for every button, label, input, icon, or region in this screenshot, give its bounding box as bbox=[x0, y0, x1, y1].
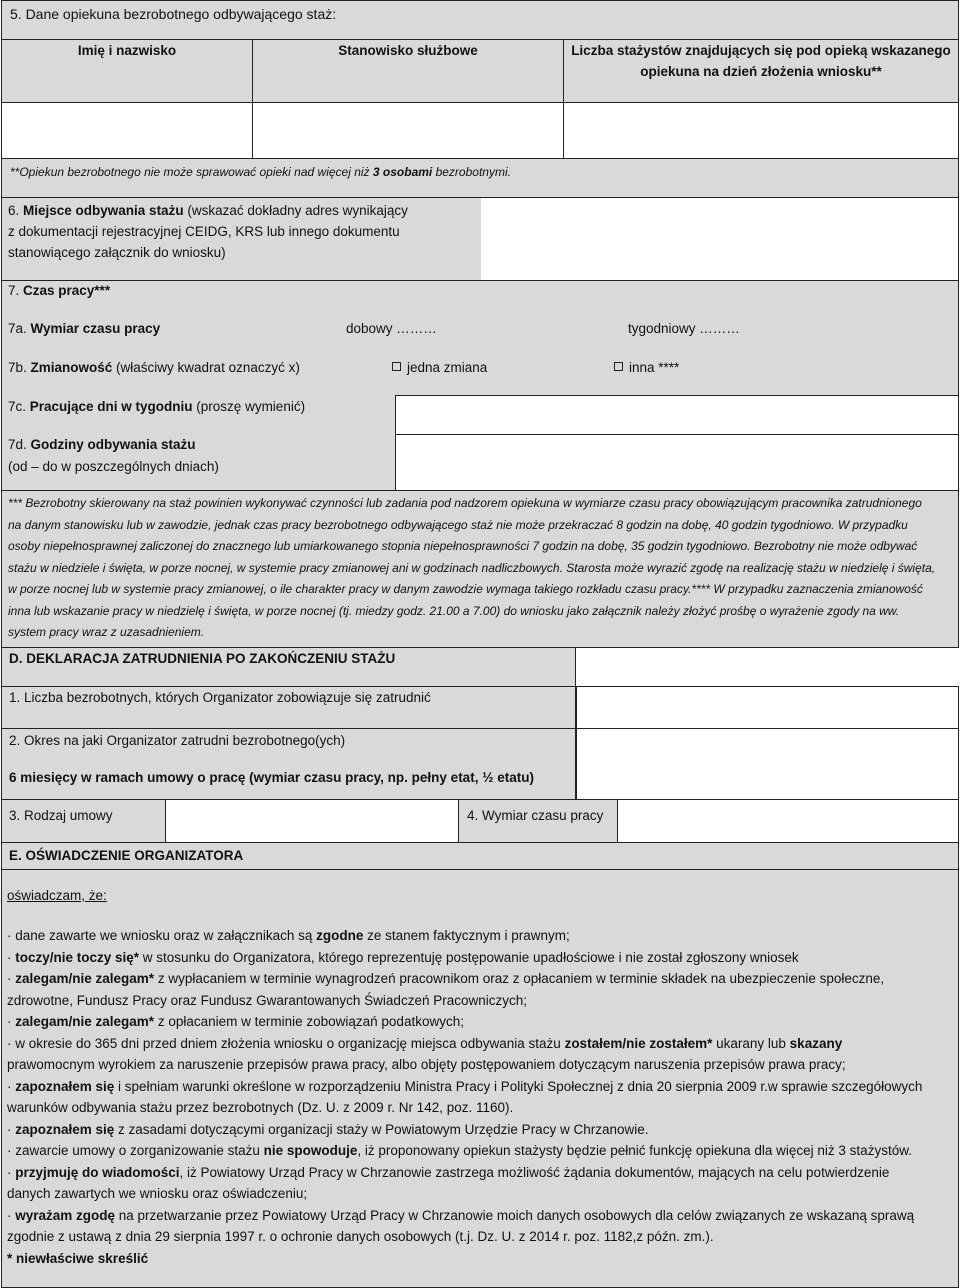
question-1-label: 1. Liczba bezrobotnych, których Organizator zobowiązuje się zatrudnić bbox=[9, 690, 431, 705]
other-shift-option[interactable]: inna **** bbox=[614, 360, 679, 375]
single-shift-option[interactable]: jedna zmiana bbox=[392, 360, 487, 375]
row-7b-label: 7b. Zmianowość (właściwy kwadrat oznaczyć x) bbox=[8, 360, 300, 375]
question-1-cell bbox=[1, 686, 576, 729]
section-6-label-cell bbox=[1, 197, 482, 281]
training-address-field[interactable] bbox=[481, 197, 959, 281]
number-of-employees-field[interactable] bbox=[576, 686, 959, 729]
training-hours-field[interactable] bbox=[395, 434, 959, 491]
guardian-note-row bbox=[1, 158, 959, 198]
declaration-item: · zalegam/nie zalegam* z opłacaniem w terminie zobowiązań podatkowych; bbox=[7, 1014, 464, 1029]
question-3-cell bbox=[1, 799, 166, 843]
declaration-item: · zapoznałem się i spełniam warunki określone w rozporządzeniu Ministra Pracy i Polityki Społecznej z dnia 20 sierpnia 2009 r.w sprawie szczegółowych bbox=[7, 1078, 923, 1094]
header-cell-trainees bbox=[563, 39, 959, 103]
declaration-item-cont: danych zawartych we wniosku oraz oświadczeniu; bbox=[7, 1186, 308, 1201]
declaration-list bbox=[7, 925, 953, 1269]
note-line: na danym stanowisku lub w zawodzie, jednak czas pracy bezrobotnego odbywającego staż nie może przekraczać 8 godzin na dobę, 40 godzin tygodniowo. W przypadku bbox=[8, 517, 908, 532]
employment-period-text: 6 miesięcy w ramach umowy o pracę (wymiar czasu pracy, np. pełny etat, ½ etatu) bbox=[9, 770, 534, 785]
working-days-field[interactable] bbox=[395, 395, 959, 435]
employment-period-field[interactable] bbox=[576, 728, 959, 800]
working-time-note bbox=[8, 493, 954, 644]
other-shift-checkbox[interactable] bbox=[614, 362, 623, 371]
column-name-label: Imię i nazwisko bbox=[77, 43, 177, 58]
question-2-cell bbox=[1, 728, 576, 800]
section-5-title: 5. Dane opiekuna bezrobotnego odbywającego staż: bbox=[10, 6, 337, 22]
guardian-name-field[interactable] bbox=[1, 102, 253, 159]
declaration-item: · toczy/nie toczy się* w stosunku do Organizatora, którego reprezentuję postępowanie upadłościowe i nie został zgłoszony wniosek bbox=[7, 949, 799, 965]
question-3-label: 3. Rodzaj umowy bbox=[9, 808, 113, 823]
section-e-header bbox=[1, 842, 959, 870]
question-4-cell bbox=[458, 799, 618, 843]
row-7d-hint: (od – do w poszczególnych dniach) bbox=[8, 459, 219, 474]
section-d-title: D. DEKLARACJA ZATRUDNIENIA PO ZAKOŃCZENIU STAŻU bbox=[9, 651, 396, 666]
divider bbox=[1, 490, 959, 491]
note-line: inna lub wskazanie pracy w niedzielę i święta, w porze nocnej (tj. miedzy godz. 21.00 a 7.00) do wniosku jako załącznik należy złożyć prośbę o wyrażenie zgody na ww. bbox=[8, 603, 900, 618]
note-line: osoby niepełnosprawnej zaliczonej do znacznego lub umiarkowanego stopnia niepełnosprawności 7 godzin na dobę, 35 godzin tygodniowo. Bezrobotny nie może odbywać bbox=[8, 539, 918, 553]
guardian-note: **Opiekun bezrobotnego nie może sprawować opieki nad więcej niż 3 osobami bezrobotnymi. bbox=[10, 165, 511, 179]
note-line: stażu w niedziele i święta, w porze nocnej, w systemie pracy zmianowej ani w godzinach nadliczbowych. Starosta może wyrazić zgodę na realizację stażu w niedzielę i święta, bbox=[8, 560, 936, 575]
declaration-item: · w okresie do 365 dni przed dniem złożenia wniosku o organizację miejsca odbywania stażu zostałem/nie zostałem* ukarany lub skazany bbox=[7, 1035, 843, 1051]
header-cell-name bbox=[1, 39, 253, 103]
footnote: * niewłaściwe skreślić bbox=[7, 1250, 149, 1266]
note-line: system pracy wraz z uzasadnieniem. bbox=[8, 625, 205, 639]
working-time-field[interactable] bbox=[617, 799, 959, 843]
single-shift-checkbox[interactable] bbox=[392, 362, 401, 371]
declaration-item: · dane zawarte we wniosku oraz w załącznikach są zgodne ze stanem faktycznym i prawnym; bbox=[7, 928, 570, 943]
section-d-header bbox=[1, 647, 576, 687]
guardian-trainees-count-field[interactable] bbox=[563, 102, 959, 159]
declaration-item: · zalegam/nie zalegam* z wypłacaniem w terminie wynagrodzeń pracownikom oraz z opłacaniem w terminie składek na ubezpieczenie społeczne, bbox=[7, 971, 885, 986]
row-7c-label: 7c. Pracujące dni w tygodniu (proszę wymienić) bbox=[8, 399, 306, 414]
section-e-title: E. OŚWIADCZENIE ORGANIZATORA bbox=[9, 848, 244, 863]
declaration-item: · zapoznałem się z zasadami dotyczącymi organizacji staży w Powiatowym Urzędzie Pracy w Chrzanowie. bbox=[7, 1121, 649, 1137]
contract-type-field[interactable] bbox=[165, 799, 459, 843]
declaration-heading: oświadczam, że: bbox=[7, 888, 107, 903]
declaration-item: · zawarcie umowy o zorganizowanie stażu nie spowoduje, iż proponowany opiekun stażysty będzie pełnić funkcję opiekuna dla więcej niż 3 stażystów. bbox=[7, 1143, 912, 1158]
section-6-line-2: z dokumentacji rejestracyjnej CEIDG, KRS lub innego dokumentu bbox=[8, 224, 400, 239]
declaration-item-cont: zgodnie z ustawą z dnia 29 sierpnia 1997 r. o ochronie danych osobowych (t.j. Dz. U. z 2014 r. poz. 1182,z późn. zm.). bbox=[7, 1229, 714, 1244]
declaration-item: · wyrażam zgodę na przetwarzanie przez Powiatowy Urząd Pracy w Chrzanowie moich danych osobowych dla celów związanych ze wskazaną sprawą bbox=[7, 1207, 915, 1223]
column-trainees-label-1: Liczba stażystów znajdujących się pod opieką wskazanego bbox=[571, 43, 951, 58]
note-line: *** Bezrobotny skierowany na staż powinien wykonywać czynności lub zadania pod nadzorem opiekuna w wymiarze czasu pracy obowiązującym pracownika zatrudnionego bbox=[8, 496, 922, 510]
question-4-label: 4. Wymiar czasu pracy bbox=[467, 808, 604, 823]
column-trainees-label-2: opiekuna na dzień złożenia wniosku** bbox=[640, 64, 882, 79]
note-line: w porze nocnej lub w systemie pracy zmianowej, o ile charakter pracy w danym zawodzie wymaga takiego rozkładu czasu pracy.**** W przypadku zaznaczenia zmianowość bbox=[8, 582, 923, 596]
declaration-item-cont: zdrowotne, Fundusz Pracy oraz Fundusz Gwarantowanych Świadczeń Pracowniczych; bbox=[7, 992, 527, 1008]
section-6-line-3: stanowiącego załącznik do wniosku) bbox=[8, 245, 226, 260]
section-6-line-1: 6. Miejsce odbywania stażu (wskazać dokładny adres wynikający bbox=[8, 203, 408, 218]
daily-hours-field[interactable]: dobowy ……… bbox=[346, 321, 437, 336]
guardian-position-field[interactable] bbox=[252, 102, 564, 159]
question-2-label: 2. Okres na jaki Organizator zatrudni bezrobotnego(ych) bbox=[9, 733, 346, 748]
declaration-item: · przyjmuję do wiadomości, iż Powiatowy Urząd Pracy w Chrzanowie zastrzega możliwość żądania dokumentów, mających na celu potwierdzenie bbox=[7, 1164, 890, 1180]
section-5-header bbox=[1, 0, 959, 40]
declaration-item-cont: prawomocnym wyrokiem za naruszenie przepisów prawa pracy, albo objęty postępowaniem dotyczącym naruszenia przepisów prawa pracy; bbox=[7, 1057, 846, 1072]
header-cell-position bbox=[252, 39, 564, 103]
section-7-title: 7. Czas pracy*** bbox=[8, 283, 111, 298]
weekly-hours-field[interactable]: tygodniowy ……… bbox=[628, 321, 740, 336]
row-7a-label: 7a. Wymiar czasu pracy bbox=[8, 321, 161, 336]
column-position-label: Stanowisko służbowe bbox=[338, 43, 478, 58]
row-7d-label: 7d. Godziny odbywania stażu bbox=[8, 437, 196, 452]
declaration-item-cont: warunków odbywania stażu przez bezrobotnych (Dz. U. z 2009 r. Nr 142, poz. 1160). bbox=[7, 1100, 514, 1115]
